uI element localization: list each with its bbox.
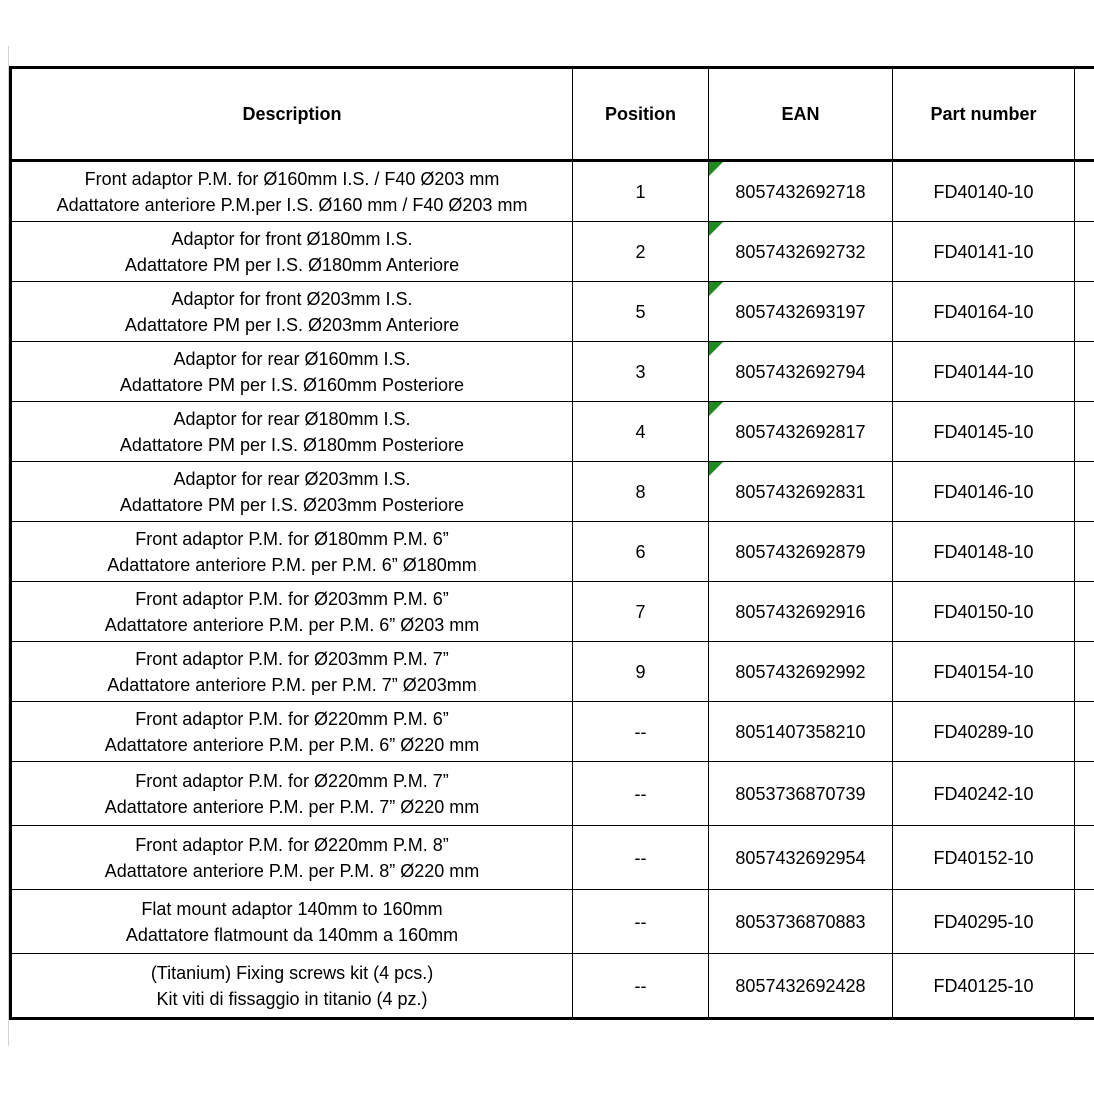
- cell-part-number[interactable]: FD40150-10: [893, 582, 1075, 642]
- description-italian: Adattatore anteriore P.M. per P.M. 7” Ø220 mm: [104, 796, 480, 817]
- cell-position[interactable]: --: [573, 954, 709, 1019]
- header-position[interactable]: Position: [573, 68, 709, 161]
- cell-ean[interactable]: [709, 342, 893, 402]
- description-italian: Adattatore anteriore P.M. per P.M. 6” Ø180mm: [107, 554, 477, 575]
- ean-value: 8057432692992: [735, 661, 866, 682]
- description-english: Adaptor for rear Ø160mm I.S.: [173, 348, 411, 369]
- cell-position[interactable]: 8: [573, 462, 709, 522]
- cell-position[interactable]: 7: [573, 582, 709, 642]
- ean-value: 8057432692916: [735, 601, 866, 622]
- cell-extra[interactable]: [1075, 762, 1094, 826]
- cell-position[interactable]: --: [573, 762, 709, 826]
- cell-extra[interactable]: [1075, 890, 1094, 954]
- table-row: [11, 702, 1094, 762]
- ean-value: 8057432692794: [735, 361, 866, 382]
- description-italian: Adattatore anteriore P.M. per P.M. 8” Ø220 mm: [104, 860, 480, 881]
- cell-extra[interactable]: [1075, 342, 1094, 402]
- ean-value: 8051407358210: [735, 721, 866, 742]
- comment-indicator-icon[interactable]: [709, 462, 723, 476]
- cell-description[interactable]: [11, 222, 573, 282]
- description-italian: Adattatore anteriore P.M.per I.S. Ø160 mm / F40 Ø203 mm: [56, 194, 528, 215]
- description-italian: Adattatore PM per I.S. Ø203mm Posteriore: [119, 494, 465, 515]
- cell-position[interactable]: 1: [573, 161, 709, 222]
- cell-position[interactable]: 3: [573, 342, 709, 402]
- cell-extra[interactable]: [1075, 582, 1094, 642]
- cell-description[interactable]: [11, 342, 573, 402]
- cell-ean[interactable]: [709, 222, 893, 282]
- table-row: [11, 402, 1094, 462]
- cell-extra[interactable]: [1075, 222, 1094, 282]
- cell-description[interactable]: [11, 826, 573, 890]
- table-row: [11, 222, 1094, 282]
- cell-part-number[interactable]: FD40154-10: [893, 642, 1075, 702]
- description-italian: Adattatore flatmount da 140mm a 160mm: [125, 924, 459, 945]
- description-italian: Adattatore PM per I.S. Ø180mm Anteriore: [124, 254, 460, 275]
- table-row: [11, 161, 1094, 222]
- table-row: [11, 890, 1094, 954]
- cell-ean[interactable]: [709, 462, 893, 522]
- comment-indicator-icon[interactable]: [709, 282, 723, 296]
- cell-ean[interactable]: [709, 890, 893, 954]
- cell-ean[interactable]: [709, 954, 893, 1019]
- ean-value: 8057432692879: [735, 541, 866, 562]
- ean-value: 8057432692817: [735, 421, 866, 442]
- description-english: Front adaptor P.M. for Ø203mm P.M. 6”: [135, 588, 449, 609]
- table-row: [11, 282, 1094, 342]
- cell-part-number[interactable]: FD40152-10: [893, 826, 1075, 890]
- cell-extra[interactable]: [1075, 462, 1094, 522]
- cell-position[interactable]: --: [573, 890, 709, 954]
- description-english: (Titanium) Fixing screws kit (4 pcs.): [150, 962, 434, 983]
- cell-description[interactable]: [11, 702, 573, 762]
- parts-table: [9, 66, 1094, 1020]
- description-english: Front adaptor P.M. for Ø160mm I.S. / F40 Ø203 mm: [84, 168, 500, 189]
- header-ean[interactable]: EAN: [709, 68, 893, 161]
- description-english: Adaptor for rear Ø180mm I.S.: [173, 408, 411, 429]
- cell-ean[interactable]: [709, 582, 893, 642]
- cell-ean[interactable]: [709, 642, 893, 702]
- cell-description[interactable]: [11, 282, 573, 342]
- description-english: Front adaptor P.M. for Ø203mm P.M. 7”: [135, 648, 449, 669]
- description-italian: Kit viti di fissaggio in titanio (4 pz.): [156, 988, 428, 1009]
- ean-value: 8057432692732: [735, 241, 866, 262]
- table-row: [11, 522, 1094, 582]
- comment-indicator-icon[interactable]: [709, 222, 723, 236]
- cell-extra[interactable]: [1075, 161, 1094, 222]
- description-english: Adaptor for front Ø180mm I.S.: [171, 228, 413, 249]
- ean-value: 8053736870739: [735, 783, 866, 804]
- description-italian: Adattatore anteriore P.M. per P.M. 6” Ø220 mm: [104, 734, 480, 755]
- ean-value: 8057432692718: [735, 181, 866, 202]
- cell-part-number[interactable]: FD40289-10: [893, 702, 1075, 762]
- header-row: [11, 68, 1094, 161]
- cell-description[interactable]: [11, 582, 573, 642]
- cell-position[interactable]: --: [573, 702, 709, 762]
- ean-value: 8057432692428: [735, 975, 866, 996]
- table-row: [11, 826, 1094, 890]
- cell-extra[interactable]: [1075, 522, 1094, 582]
- cell-description[interactable]: [11, 402, 573, 462]
- table-row: [11, 954, 1094, 1019]
- cell-extra[interactable]: [1075, 702, 1094, 762]
- cell-position[interactable]: 9: [573, 642, 709, 702]
- table-row: [11, 642, 1094, 702]
- cell-extra[interactable]: [1075, 282, 1094, 342]
- cell-position[interactable]: --: [573, 826, 709, 890]
- description-italian: Adattatore anteriore P.M. per P.M. 6” Ø203 mm: [104, 614, 480, 635]
- cell-part-number[interactable]: FD40295-10: [893, 890, 1075, 954]
- cell-position[interactable]: 5: [573, 282, 709, 342]
- cell-ean[interactable]: [709, 762, 893, 826]
- cell-part-number[interactable]: FD40144-10: [893, 342, 1075, 402]
- ean-value: 8057432693197: [735, 301, 866, 322]
- cell-description[interactable]: [11, 642, 573, 702]
- ean-value: 8057432692831: [735, 481, 866, 502]
- description-italian: Adattatore anteriore P.M. per P.M. 7” Ø203mm: [107, 674, 477, 695]
- cell-description[interactable]: [11, 890, 573, 954]
- description-english: Adaptor for front Ø203mm I.S.: [171, 288, 413, 309]
- cell-part-number[interactable]: FD40146-10: [893, 462, 1075, 522]
- cell-ean[interactable]: [709, 702, 893, 762]
- description-italian: Adattatore PM per I.S. Ø160mm Posteriore: [119, 374, 465, 395]
- table-row: [11, 582, 1094, 642]
- cell-ean[interactable]: [709, 826, 893, 890]
- table-row: [11, 462, 1094, 522]
- description-english: Flat mount adaptor 140mm to 160mm: [141, 898, 443, 919]
- cell-position[interactable]: 2: [573, 222, 709, 282]
- cell-part-number[interactable]: FD40140-10: [893, 161, 1075, 222]
- comment-indicator-icon[interactable]: [709, 402, 723, 416]
- cell-description[interactable]: [11, 954, 573, 1019]
- cell-ean[interactable]: [709, 402, 893, 462]
- cell-description[interactable]: [11, 522, 573, 582]
- cell-position[interactable]: 4: [573, 402, 709, 462]
- cell-extra[interactable]: [1075, 642, 1094, 702]
- ean-value: 8053736870883: [735, 911, 866, 932]
- comment-indicator-icon[interactable]: [709, 162, 723, 176]
- description-english: Front adaptor P.M. for Ø220mm P.M. 6”: [135, 708, 449, 729]
- ean-value: 8057432692954: [735, 847, 866, 868]
- cell-part-number[interactable]: FD40145-10: [893, 402, 1075, 462]
- cell-ean[interactable]: [709, 161, 893, 222]
- description-italian: Adattatore PM per I.S. Ø203mm Anteriore: [124, 314, 460, 335]
- comment-indicator-icon[interactable]: [709, 342, 723, 356]
- table-row: [11, 342, 1094, 402]
- header-part-number[interactable]: Part number: [893, 68, 1075, 161]
- cell-part-number[interactable]: FD40164-10: [893, 282, 1075, 342]
- cell-description[interactable]: [11, 462, 573, 522]
- header-description[interactable]: Description: [11, 68, 573, 161]
- header-extra[interactable]: [1075, 68, 1094, 161]
- cell-ean[interactable]: [709, 282, 893, 342]
- description-italian: Adattatore PM per I.S. Ø180mm Posteriore: [119, 434, 465, 455]
- cell-description[interactable]: [11, 161, 573, 222]
- description-english: Front adaptor P.M. for Ø180mm P.M. 6”: [135, 528, 449, 549]
- cell-description[interactable]: [11, 762, 573, 826]
- cell-ean[interactable]: [709, 522, 893, 582]
- description-english: Front adaptor P.M. for Ø220mm P.M. 7”: [135, 770, 449, 791]
- cell-extra[interactable]: [1075, 954, 1094, 1019]
- description-english: Adaptor for rear Ø203mm I.S.: [173, 468, 411, 489]
- cell-extra[interactable]: [1075, 402, 1094, 462]
- cell-position[interactable]: 6: [573, 522, 709, 582]
- cell-part-number[interactable]: FD40141-10: [893, 222, 1075, 282]
- description-english: Front adaptor P.M. for Ø220mm P.M. 8”: [135, 834, 449, 855]
- cell-part-number[interactable]: FD40148-10: [893, 522, 1075, 582]
- cell-part-number[interactable]: FD40125-10: [893, 954, 1075, 1019]
- table-row: [11, 762, 1094, 826]
- cell-part-number[interactable]: FD40242-10: [893, 762, 1075, 826]
- cell-extra[interactable]: [1075, 826, 1094, 890]
